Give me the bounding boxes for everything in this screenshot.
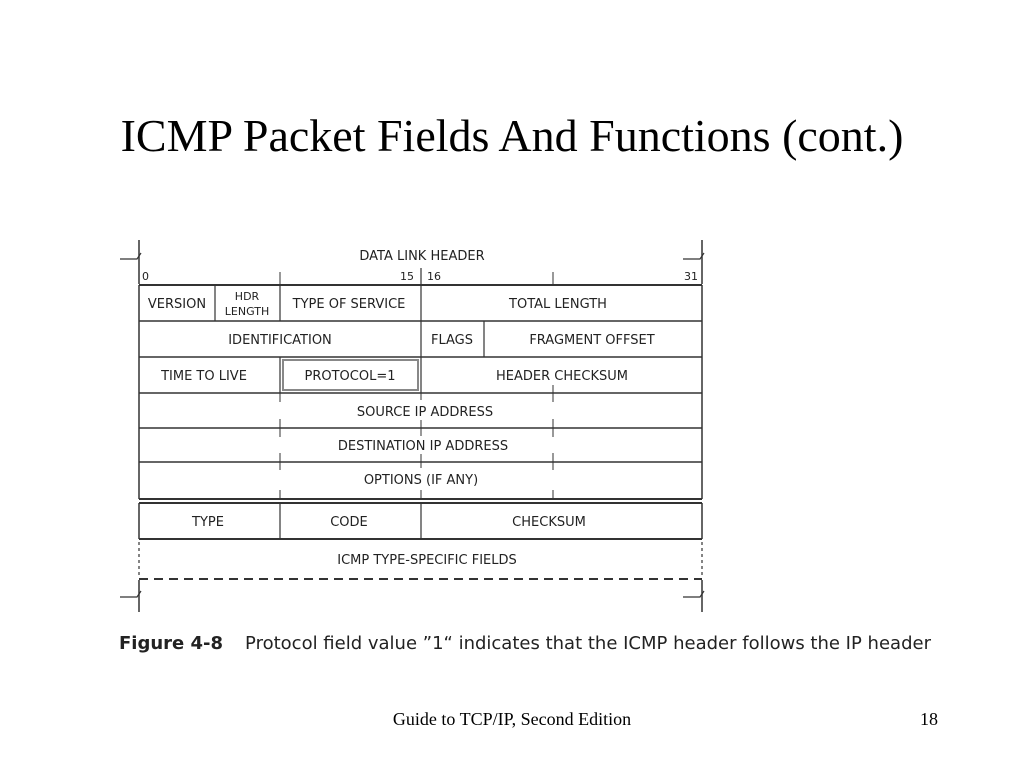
footer-text: Guide to TCP/IP, Second Edition: [392, 709, 632, 729]
field-source-ip: SOURCE IP ADDRESS: [356, 405, 494, 420]
field-hdr-length-line2: LENGTH: [224, 305, 270, 318]
field-flags: FLAGS: [430, 333, 474, 348]
field-version: VERSION: [147, 297, 207, 312]
field-destination-ip: DESTINATION IP ADDRESS: [337, 439, 509, 454]
field-fragment-offset: FRAGMENT OFFSET: [529, 333, 655, 348]
field-icmp-type: TYPE: [192, 515, 224, 530]
field-time-to-live: TIME TO LIVE: [161, 369, 247, 384]
bit-label-31: 31: [684, 270, 698, 283]
field-options: OPTIONS (IF ANY): [363, 473, 479, 488]
field-type-of-service: TYPE OF SERVICE: [292, 297, 406, 312]
field-total-length: TOTAL LENGTH: [509, 297, 607, 312]
page-number: 18: [920, 709, 938, 729]
field-icmp-type-specific: ICMP TYPE-SPECIFIC FIELDS: [337, 553, 517, 568]
field-hdr-length-line1: HDR: [234, 290, 260, 303]
figure-label: Figure 4-8: [119, 633, 224, 654]
field-header-checksum: HEADER CHECKSUM: [496, 369, 628, 384]
bit-label-16: 16: [427, 270, 441, 283]
bit-label-15: 15: [400, 270, 414, 283]
slide-title: ICMP Packet Fields And Functions (cont.): [120, 110, 904, 161]
field-icmp-checksum: CHECKSUM: [512, 515, 586, 530]
data-link-header-label: DATA LINK HEADER: [359, 249, 485, 264]
figure-caption-text: Protocol field value ”1“ indicates that the ICMP header follows the IP header: [245, 633, 931, 654]
bit-label-0: 0: [142, 270, 149, 283]
field-protocol: PROTOCOL=1: [304, 369, 396, 384]
field-icmp-code: CODE: [330, 515, 368, 530]
figure-caption: [119, 632, 931, 656]
field-identification: IDENTIFICATION: [228, 333, 332, 348]
